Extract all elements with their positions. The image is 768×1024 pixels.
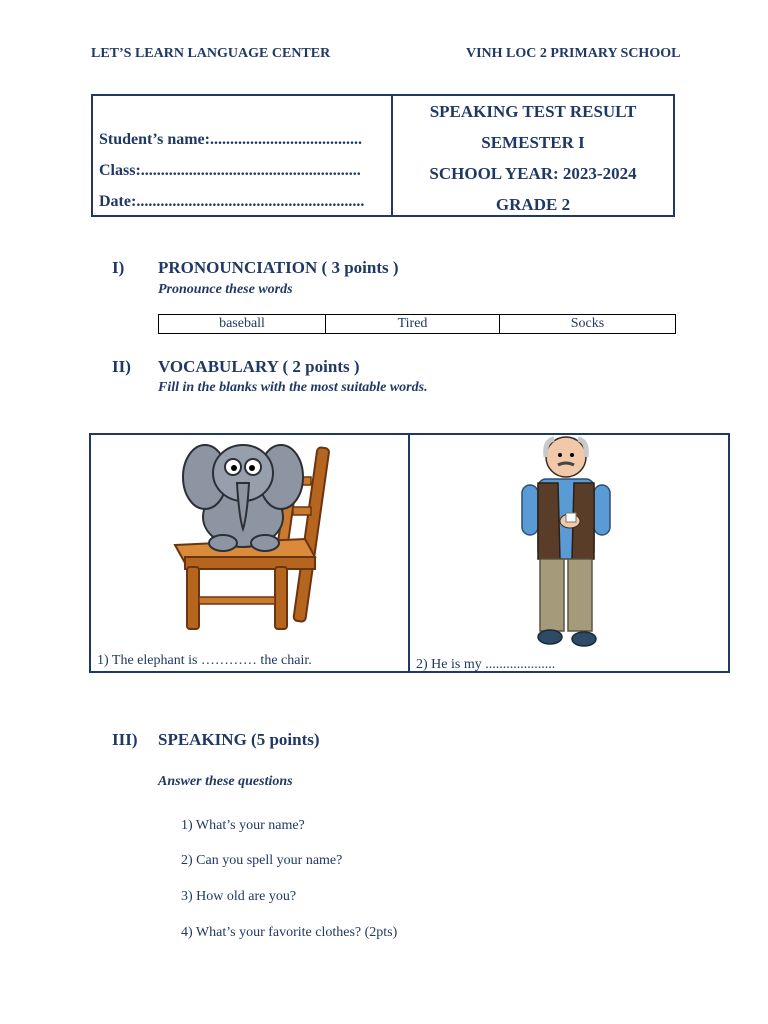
semester-label: SEMESTER I — [481, 133, 585, 152]
test-title: SPEAKING TEST RESULT — [429, 102, 637, 121]
vocab-question-2: 2) He is my .................... — [416, 657, 556, 672]
section-2-instruction: Fill in the blanks with the most suitable words. — [158, 380, 428, 395]
section-1-instruction: Pronounce these words — [158, 282, 293, 297]
vocab-question-1: 1) The elephant is ………… the chair. — [97, 653, 312, 668]
section-3-instruction: Answer these questions — [158, 774, 293, 789]
class-field[interactable]: Class:....................................................... — [99, 162, 361, 179]
school-name: VINH LOC 2 PRIMARY SCHOOL — [466, 46, 681, 61]
student-name-field[interactable]: Student’s name:...................................... — [99, 131, 362, 148]
school-year-label: SCHOOL YEAR: 2023-2024 — [429, 164, 637, 183]
section-2-number: II) — [112, 357, 131, 376]
elephant-on-chair-illustration — [165, 437, 335, 637]
section-3-title: SPEAKING (5 points) — [158, 730, 320, 749]
speaking-question-2: 2) Can you spell your name? — [181, 853, 343, 868]
pronunciation-word-table — [158, 314, 676, 334]
section-1-number: I) — [112, 258, 125, 277]
vocabulary-picture-box — [89, 433, 730, 673]
section-2-title: VOCABULARY ( 2 points ) — [158, 357, 360, 376]
word-cell: Socks — [500, 315, 676, 334]
elephant-cell — [91, 435, 410, 671]
word-cell: baseball — [159, 315, 326, 334]
grandfather-illustration — [514, 435, 624, 653]
speaking-question-4: 4) What’s your favorite clothes? (2pts) — [181, 925, 398, 940]
speaking-question-1: 1) What’s your name? — [181, 818, 305, 833]
speaking-question-3: 3) How old are you? — [181, 889, 297, 904]
grandfather-cell — [410, 435, 728, 671]
section-1-title: PRONOUNCIATION ( 3 points ) — [158, 258, 399, 277]
center-name: LET’S LEARN LANGUAGE CENTER — [91, 46, 331, 61]
test-title-block — [393, 96, 673, 215]
grade-label: GRADE 2 — [495, 195, 571, 214]
date-field[interactable]: Date:......................................................... — [99, 193, 365, 210]
section-3-number: III) — [112, 730, 138, 749]
word-cell: Tired — [326, 315, 500, 334]
student-fields — [93, 96, 393, 215]
student-info-box — [91, 94, 675, 217]
